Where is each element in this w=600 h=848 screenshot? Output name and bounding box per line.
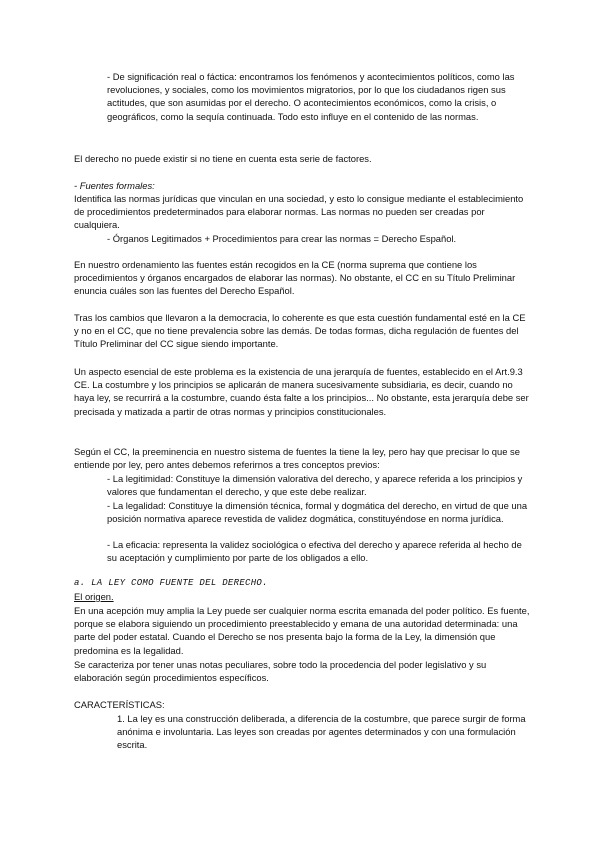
heading-origen: El origen. xyxy=(74,591,114,602)
paragraph-fuentes-formales: Identifica las normas jurídicas que vinculan en una sociedad, y esto lo consigue mediante el establecimiento de procedimientos predeterminados para elaborar normas. Las normas no pueden ser creadas por cualquiera. xyxy=(74,193,524,231)
paragraph-ordenamiento: En nuestro ordenamiento las fuentes están recogidos en la CE (norma suprema que contiene los procedimientos y órganos encargados de elaborar las normas). No obstante, el CC en su Título Preliminar enuncia cuáles son las fuentes del Derecho Español. xyxy=(74,259,516,297)
heading-fuentes-formales: - Fuentes formales: xyxy=(74,180,155,191)
section-heading-ley: a. LA LEY COMO FUENTE DEL DERECHO. xyxy=(74,578,268,588)
list-item-organos: - Órganos Legitimados + Procedimientos para crear las normas = Derecho Español. xyxy=(107,233,457,244)
paragraph-derecho-factores: El derecho no puede existir si no tiene en cuenta esta serie de factores. xyxy=(74,153,372,164)
list-item-legitimidad: - La legitimidad: Constituye la dimensión valorativa del derecho, y aparece referida a los principios y valores que fundamentan el derecho, y que este debe realizar. xyxy=(107,473,523,498)
list-item-legalidad: - La legalidad: Constituye la dimensión técnica, formal y dogmática del derecho, en virtud de que una posición normativa aparece revestida de validez dogmática, constituyéndose en norma jurídica. xyxy=(107,500,528,525)
heading-caracteristicas: CARACTERÍSTICAS: xyxy=(74,699,165,710)
paragraph-caracteriza: Se caracteriza por tener unas notas peculiares, sobre todo la procedencia del poder legislativo y su elaboración según procedimientos específicos. xyxy=(74,659,487,684)
paragraph-democracia: Tras los cambios que llevaron a la democracia, lo coherente es que esta cuestión fundamental esté en la CE y no en el CC, que no tiene prevalencia sobre las demás. De todas formas, dicha regulación de fuentes del Título Preliminar del CC sigue siendo importante. xyxy=(74,312,526,350)
list-item-caracteristica-1: 1. La ley es una construcción deliberada, a diferencia de la costumbre, que parece surgir de forma anónima e involuntaria. Las leyes son creadas por agentes determinados y con una formulación escrita. xyxy=(117,713,526,751)
paragraph-acepcion: En una acepción muy amplia la Ley puede ser cualquier norma escrita emanada del poder político. Es fuente, porque se elabora siguiendo un procedimiento preestablecido y emana de una autoridad determinada: una parte del poder estatal. Cuando el Derecho se nos presenta bajo la forma de la Ley, la dimensión que predomina es la legalidad. xyxy=(74,605,530,656)
paragraph-jerarquia: Un aspecto esencial de este problema es la existencia de una jerarquía de fuentes, establecido en el Art.9.3 CE. La costumbre y los principios se aplicarán de manera sucesivamente subsidiaria, es decir, cuando no haya ley, se recurrirá a la costumbre, cuando ésta falte a los principios... No obstante, esta jerarquía debe ser precisada y matizada a partir de otras normas y principios constitucionales. xyxy=(74,366,529,417)
paragraph-preeminencia: Según el CC, la preeminencia en nuestro sistema de fuentes la tiene la ley, pero hay que precisar lo que se entiende por ley, pero antes debemos referirnos a tres conceptos previos: xyxy=(74,446,520,471)
paragraph-significacion-real: - De significación real o fáctica: encontramos los fenómenos y acontecimientos políticos, como las revoluciones, y sociales, como los movimientos migratorios, por lo que los ciudadanos rigen sus actitudes, que son asumidas por el derecho. O acontecimientos económicos, como la crisis, o geográficos, como la sequía continuada. Todo esto influye en el contenido de las normas. xyxy=(107,71,515,122)
list-item-eficacia: - La eficacia: representa la validez sociológica o efectiva del derecho y aparece referida al hecho de su aceptación y cumplimiento por parte de los obligados a ello. xyxy=(107,539,522,564)
